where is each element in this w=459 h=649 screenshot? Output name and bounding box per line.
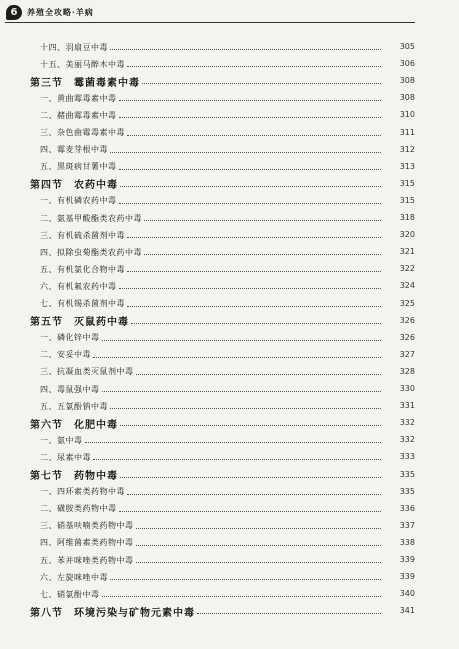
toc-page-number: 335 (399, 486, 415, 496)
toc-leader-line (40, 39, 383, 55)
toc-entry (0, 39, 459, 55)
toc-dot-leader (102, 390, 382, 392)
toc-entry (0, 552, 459, 568)
toc-label: 二、磺胺类药物中毒 (40, 504, 117, 514)
toc-page-number: 312 (399, 144, 415, 154)
toc-entry (0, 484, 459, 500)
page-number: 6 (6, 5, 22, 20)
toc-label: 三、硝基呋喃类药物中毒 (40, 521, 134, 531)
toc-dot-leader (144, 253, 381, 255)
toc-leader-line (40, 398, 383, 414)
toc-page-number: 331 (399, 401, 415, 411)
toc-section (0, 415, 459, 431)
toc-page-number: 326 (399, 315, 415, 325)
toc-label: 三、抗凝血类灭鼠剂中毒 (40, 367, 134, 377)
toc-page-number: 306 (399, 59, 415, 69)
toc-leader-line (40, 501, 383, 517)
toc-page-number: 320 (399, 230, 415, 240)
toc-section (0, 176, 459, 192)
toc-entry (0, 159, 459, 175)
toc-entry (0, 569, 459, 585)
toc-dot-leader (102, 339, 382, 341)
toc-page-number: 321 (399, 247, 415, 257)
toc-label: 一、氨中毒 (40, 435, 83, 445)
toc-leader-line (40, 193, 383, 209)
toc-leader-line (40, 159, 383, 175)
toc-dot-leader (127, 65, 381, 67)
toc-dot-leader (136, 561, 382, 563)
toc-page-number: 341 (399, 606, 415, 616)
toc-leader-line (40, 535, 383, 551)
toc-label: 一、磷化锌中毒 (40, 333, 100, 343)
toc-dot-leader (110, 48, 381, 50)
toc-leader-line (40, 381, 383, 397)
toc-page-number: 308 (399, 93, 415, 103)
toc-leader-line (40, 569, 383, 585)
toc-entry (0, 244, 459, 260)
book-title: 养殖全攻略·羊病 (27, 6, 94, 17)
toc-page-number: 322 (399, 264, 415, 274)
toc-label: 十四、羽扇豆中毒 (40, 42, 108, 52)
toc-label: 第六节 化肥中毒 (30, 419, 118, 431)
toc-dot-leader (110, 151, 381, 153)
toc-leader-line (30, 73, 383, 89)
toc-entry (0, 449, 459, 465)
toc-label: 二、氨基甲酸酯类农药中毒 (40, 213, 142, 223)
toc-dot-leader (127, 305, 381, 307)
toc-label: 七、硝氯酚中毒 (40, 589, 100, 599)
toc-leader-line (40, 552, 383, 568)
toc-entry (0, 398, 459, 414)
toc-label: 二、尿素中毒 (40, 452, 91, 462)
toc-dot-leader (119, 99, 382, 101)
toc-entry (0, 107, 459, 123)
toc-label: 七、有机锡杀菌剂中毒 (40, 299, 125, 308)
toc-dot-leader (110, 578, 381, 580)
toc-label: 一、四环素类药物中毒 (40, 487, 125, 497)
toc-section (0, 603, 459, 619)
toc-label: 第四节 农药中毒 (30, 180, 118, 192)
toc-leader-line (40, 142, 383, 158)
toc-page-number: 337 (399, 520, 415, 530)
toc-label: 三、有机硫杀菌剂中毒 (40, 230, 125, 240)
toc-label: 十五、美丽马醉木中毒 (40, 59, 125, 69)
toc-label: 五、苯并咪唑类药物中毒 (40, 555, 134, 565)
toc-leader-line (40, 227, 383, 243)
toc-page-number: 336 (399, 503, 415, 513)
toc-dot-leader (119, 287, 382, 289)
page-header (6, 3, 94, 21)
toc-page-number: 328 (399, 366, 415, 376)
toc-leader-line (40, 586, 383, 602)
toc-page-number: 332 (399, 418, 415, 428)
toc-entry (0, 347, 459, 363)
toc-entry (0, 364, 459, 380)
toc-dot-leader (85, 441, 382, 443)
toc-page-number: 315 (399, 178, 415, 188)
toc-section (0, 313, 459, 329)
toc-page-number: 315 (399, 195, 415, 205)
toc-label: 三、杂色曲霉毒素中毒 (40, 128, 125, 137)
toc-label: 第七节 药物中毒 (30, 471, 118, 482)
toc-leader-line (40, 449, 383, 465)
toc-leader-line (30, 603, 383, 619)
toc-page-number: 332 (399, 435, 415, 445)
toc-entry (0, 210, 459, 226)
toc-page-number: 305 (399, 42, 415, 51)
toc-entry (0, 432, 459, 448)
toc-leader-line (40, 296, 383, 312)
toc-entry (0, 125, 459, 141)
toc-dot-leader (102, 595, 382, 597)
toc-dot-leader (127, 236, 381, 238)
toc-dot-leader (136, 544, 382, 546)
toc-entry (0, 501, 459, 517)
toc-label: 四、阿维菌素类药物中毒 (40, 538, 134, 548)
toc-entry (0, 227, 459, 243)
toc-page-number: 308 (399, 76, 415, 86)
toc-leader-line (40, 432, 383, 448)
toc-page-number: 326 (399, 332, 415, 342)
toc-entry (0, 278, 459, 294)
toc-label: 四、毒鼠强中毒 (40, 384, 100, 394)
toc-leader-line (30, 415, 383, 431)
toc-dot-leader (131, 322, 381, 324)
toc-label: 二、安妥中毒 (40, 350, 91, 360)
toc-dot-leader (119, 510, 382, 512)
toc-dot-leader (119, 168, 382, 170)
toc-page-number: 327 (399, 349, 415, 359)
toc-page-number: 325 (399, 298, 415, 308)
toc-dot-leader (119, 116, 382, 118)
toc-entry (0, 193, 459, 209)
toc-label: 第三节 霉菌毒素中毒 (30, 77, 140, 89)
toc-entry (0, 296, 459, 312)
toc-label: 六、有机氟农药中毒 (40, 281, 117, 291)
toc-entry (0, 518, 459, 534)
toc-label: 五、五氯酚钠中毒 (40, 401, 108, 411)
toc-dot-leader (127, 134, 381, 136)
toc-entry (0, 330, 459, 346)
toc-leader-line (40, 330, 383, 346)
toc-leader-line (40, 518, 383, 534)
toc-page-number: 313 (399, 161, 415, 171)
toc-leader-line (40, 484, 383, 500)
header-rule (5, 22, 415, 23)
toc-dot-leader (120, 424, 381, 426)
toc-leader-line (30, 467, 383, 483)
toc-leader-line (40, 210, 383, 226)
toc-page-number: 340 (399, 589, 415, 599)
toc-dot-leader (127, 493, 381, 495)
toc-dot-leader (142, 82, 381, 84)
toc-dot-leader (136, 373, 382, 375)
toc-page-number: 310 (399, 110, 415, 120)
toc-page-number: 318 (399, 213, 415, 222)
toc-label: 四、拟除虫菊酯类农药中毒 (40, 247, 142, 257)
toc-label: 二、赭曲霉毒素中毒 (40, 110, 117, 120)
toc-entry (0, 381, 459, 397)
toc-dot-leader (110, 407, 381, 409)
toc-dot-leader (144, 219, 381, 221)
toc-page-number: 339 (399, 572, 415, 582)
toc-leader-line (40, 347, 383, 363)
toc-page-number: 311 (399, 127, 415, 137)
toc-leader-line (40, 261, 383, 277)
toc-dot-leader (136, 527, 382, 529)
toc-label: 第八节 环境污染与矿物元素中毒 (30, 607, 195, 619)
toc-section (0, 467, 459, 483)
toc-leader-line (40, 90, 383, 106)
toc-leader-line (40, 364, 383, 380)
toc-leader-line (40, 278, 383, 294)
toc-label: 第五节 灭鼠药中毒 (30, 317, 129, 329)
toc-page-number: 324 (399, 281, 415, 291)
toc-leader-line (30, 176, 383, 192)
toc-dot-leader (197, 612, 381, 614)
toc-leader-line (30, 313, 383, 329)
toc-leader-line (40, 244, 383, 260)
toc-page-number: 339 (399, 555, 415, 564)
toc-dot-leader (120, 185, 381, 187)
toc-leader-line (40, 107, 383, 123)
toc-entry (0, 90, 459, 106)
toc-entry (0, 261, 459, 277)
toc-dot-leader (93, 458, 381, 460)
toc-entry (0, 56, 459, 72)
toc-dot-leader (119, 202, 382, 204)
toc-label: 一、有机磷农药中毒 (40, 196, 117, 206)
toc-entry (0, 142, 459, 158)
toc-label: 五、有机氯化合物中毒 (40, 264, 125, 274)
toc-page-number: 335 (399, 469, 415, 479)
toc-label: 一、黄曲霉毒素中毒 (40, 93, 117, 103)
toc-section (0, 73, 459, 89)
toc-entry (0, 535, 459, 551)
toc-label: 六、左旋咪唑中毒 (40, 572, 108, 582)
toc-label: 五、黑斑病甘薯中毒 (40, 162, 117, 172)
toc-page-number: 333 (399, 452, 415, 462)
toc-page-number: 330 (399, 384, 415, 393)
toc-dot-leader (127, 270, 381, 272)
toc-label: 四、霉麦芽根中毒 (40, 145, 108, 155)
toc-leader-line (40, 56, 383, 72)
toc-dot-leader (120, 476, 381, 478)
toc-dot-leader (93, 356, 381, 358)
toc-entry (0, 586, 459, 602)
toc-leader-line (40, 125, 383, 141)
toc-page-number: 338 (399, 537, 415, 547)
